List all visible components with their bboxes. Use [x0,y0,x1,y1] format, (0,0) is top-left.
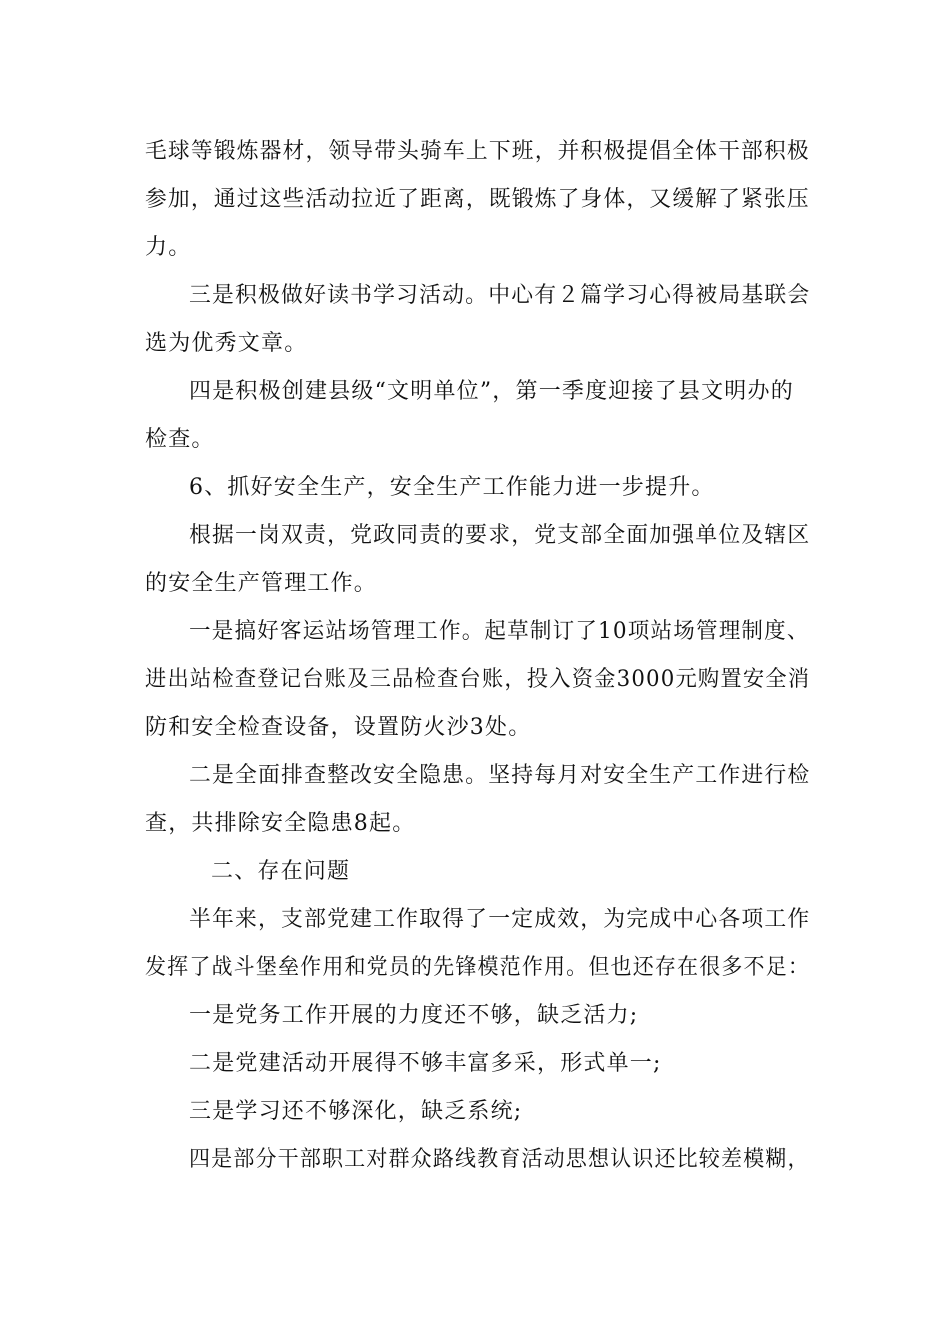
text-line: 二是全面排查整改安全隐患。坚持每月对安全生产工作进行检 [189,763,811,788]
text-line: 半年来，支部党建工作取得了一定成效，为完成中心各项工作 [189,907,811,932]
text-line: 查，共排除安全隐患8起。 [145,811,416,836]
list-item: 二是党建活动开展得不够丰富多采，形式单一; [189,1051,662,1076]
text-line: 四是积极创建县级“文明单位”，第一季度迎接了县文明办的 [189,379,794,404]
text-line: 发挥了战斗堡垒作用和党员的先锋模范作用。但也还存在很多不足： [145,955,811,980]
list-item: 三是学习还不够深化，缺乏系统; [189,1099,523,1124]
text-line: 检查。 [145,427,215,452]
text-line: 进出站检查登记台账及三品检查台账，投入资金3000元购置安全消 [145,667,811,692]
text-line: 三是积极做好读书学习活动。中心有２篇学习心得被局基联会 [189,283,811,308]
section-heading: 二、存在问题 [211,859,351,884]
text-line: 毛球等锻炼器材，领导带头骑车上下班，并积极提倡全体干部积极 [145,139,810,164]
text-line: 根据一岗双责，党政同责的要求，党支部全面加强单位及辖区 [189,523,811,548]
list-item: 四是部分干部职工对群众路线教育活动思想认识还比较差模糊， [189,1147,810,1172]
section-heading: 6、抓好安全生产，安全生产工作能力进一步提升。 [189,475,715,500]
text-line: 选为优秀文章。 [145,331,308,356]
text-line: 的安全生产管理工作。 [145,571,378,596]
text-line: 一是搞好客运站场管理工作。起草制订了10项站场管理制度、 [189,619,810,644]
list-item: 一是党务工作开展的力度还不够，缺乏活力; [189,1003,639,1028]
text-line: 参加，通过这些活动拉近了距离，既锻炼了身体，又缓解了紧张压 [145,187,810,212]
text-line: 防和安全检查设备，设置防火沙3处。 [145,715,532,740]
text-line: 力。 [145,235,192,260]
